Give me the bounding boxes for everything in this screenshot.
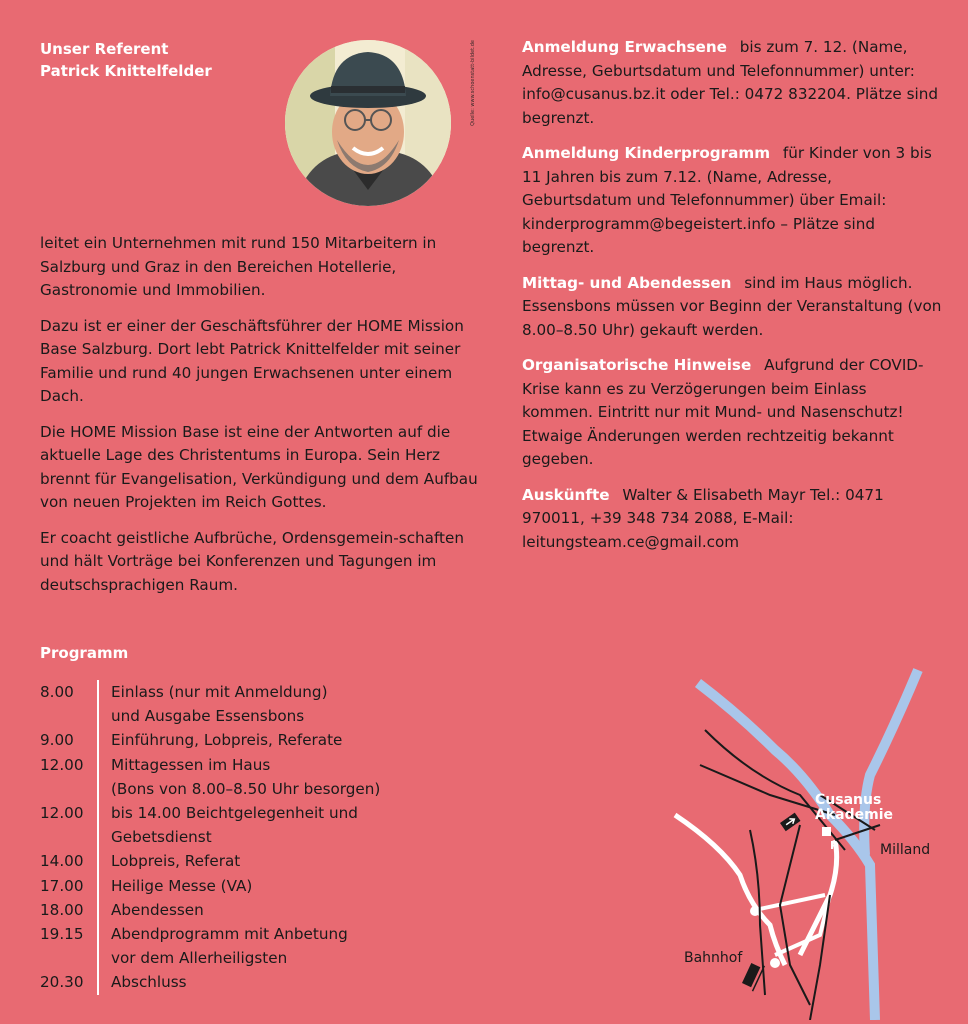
info-text: sind im Haus möglich. Essensbons müssen vor Beginn der Veranstaltung (von 8.00–8.50 Uhr) gekauft werden. [522,273,942,339]
referent-name: Patrick Knittelfelder [40,62,212,80]
info-title: Anmeldung Erwachsene [522,38,727,56]
programm-divider [97,801,99,849]
programm-list [40,680,460,995]
portrait-illustration [285,40,451,206]
programm-description [111,922,460,970]
river-icon [698,683,875,1020]
programm-line: Abendessen [111,900,204,919]
programm-line: vor dem Allerheiligsten [111,949,288,968]
photo-credit: Quelle: www.schoenstatt-bildet.de [470,40,476,126]
programm-line: Abendprogramm mit Anbetung [111,925,348,944]
programm-divider [97,753,99,801]
programm-time: 19.15 [40,925,84,944]
location-map [670,665,960,1020]
programm-row [40,874,460,898]
programm-time: 9.00 [40,731,74,750]
map-label-bahnhof: Bahnhof [684,950,743,966]
info-block-anmeldung-kinder [522,142,942,260]
map-label-milland: Milland [880,842,931,858]
programm-time: 12.00 [40,804,84,823]
programm-row [40,970,460,994]
programm-row [40,753,460,801]
info-block-essen [522,272,942,343]
programm-line: Einlass (nur mit Anmeldung) [111,683,328,701]
programm-time: 20.30 [40,973,84,992]
programm-time: 8.00 [40,683,74,701]
programm-line: bis 14.00 Beichtgelegenheit und [111,804,358,823]
info-text: Aufgrund der COVID-Krise kann es zu Verzögerungen beim Einlass kommen. Eintritt nur mit Mund- und Nasenschutz! Etwaige Änderungen werden rechtzeitig bekannt gegeben. [522,356,924,468]
programm-time: 12.00 [40,755,84,774]
programm-line: (Bons von 8.00–8.50 Uhr besorgen) [111,779,381,798]
programm-line: Abschluss [111,973,187,992]
location-marker-icon [822,827,831,836]
info-text: Walter & Elisabeth Mayr Tel.: 0471 970011, +39 348 734 2088, E-Mail: leitungsteam.ce@gmail.com [522,485,884,551]
programm-description [111,801,460,849]
programm-row [40,922,460,970]
programm-divider [97,680,99,728]
bio-paragraph: Er coacht geistliche Aufbrüche, Ordensgemein-schaften und hält Vorträge bei Konferenzen und Tagungen im deutschsprachigen Raum. [40,528,464,594]
programm-row [40,728,460,752]
programm-title: Programm [40,644,129,662]
programm-time: 17.00 [40,876,84,895]
referent-photo [285,40,451,206]
info-block-hinweise [522,354,942,472]
info-column [522,36,942,566]
programm-line: Heilige Messe (VA) [111,876,253,895]
info-text: bis zum 7. 12. (Name, Adresse, Geburtsdatum und Telefonnummer) unter: info@cusanus.bz.it oder Tel.: 0472 832204. Plätze sind begrenzt. [522,38,938,127]
programm-description [111,728,460,752]
bio-paragraph: Die HOME Mission Base ist eine der Antworten auf die aktuelle Lage des Christentums in Europa. Sein Herz brennt für Evangelisation, Verkündigung und dem Aufbau von neuen Projekten im Reich Gottes. [40,422,478,511]
programm-row [40,801,460,849]
info-title: Anmeldung Kinderprogramm [522,144,771,162]
programm-description [111,680,460,728]
programm-description [111,849,460,873]
programm-divider [97,874,99,898]
programm-row [40,680,460,728]
programm-time: 18.00 [40,900,84,919]
referent-bio [40,232,480,609]
programm-divider [97,849,99,873]
info-block-anmeldung-erwachsene [522,36,942,130]
info-text: für Kinder von 3 bis 11 Jahren bis zum 7.12. (Name, Adresse, Geburtsdatum und Telefonnummer) über Email: kinderprogramm@begeistert.info – Plätze sind begrenzt. [522,144,932,256]
programm-description [111,898,460,922]
programm-divider [97,922,99,970]
arrow-icon [780,813,800,832]
programm-description [111,970,460,994]
programm-divider [97,728,99,752]
map-label-cusanus: Cusanus Akademie [815,792,893,823]
programm-divider [97,898,99,922]
parking-icon: P [830,839,839,852]
programm-line: Mittagessen im Haus [111,755,271,774]
programm-line: und Ausgabe Essensbons [111,707,305,726]
programm-line: Gebetsdienst [111,828,212,847]
train-icon [741,960,765,991]
programm-row [40,898,460,922]
programm-line: Einführung, Lobpreis, Referate [111,731,343,750]
programm-line: Lobpreis, Referat [111,852,241,871]
bio-paragraph: Dazu ist er einer der Geschäftsführer der HOME Mission Base Salzburg. Dort lebt Patrick Knittelfelder mit seiner Familie und rund 40 jungen Erwachsenen unter einem Dach. [40,316,464,405]
programm-description [111,753,460,801]
info-title: Organisatorische Hinweise [522,356,752,374]
bio-paragraph: leitet ein Unternehmen mit rund 150 Mitarbeitern in Salzburg und Graz in den Bereichen Hotellerie, Gastronomie und Immobilien. [40,234,437,299]
programm-description [111,874,460,898]
programm-divider [97,970,99,994]
programm-row [40,849,460,873]
info-block-auskuenfte [522,484,942,555]
referent-heading: Unser Referent [40,40,169,58]
programm-time: 14.00 [40,852,84,871]
info-title: Mittag- und Abendessen [522,273,732,292]
info-title: Auskünfte [522,485,610,504]
